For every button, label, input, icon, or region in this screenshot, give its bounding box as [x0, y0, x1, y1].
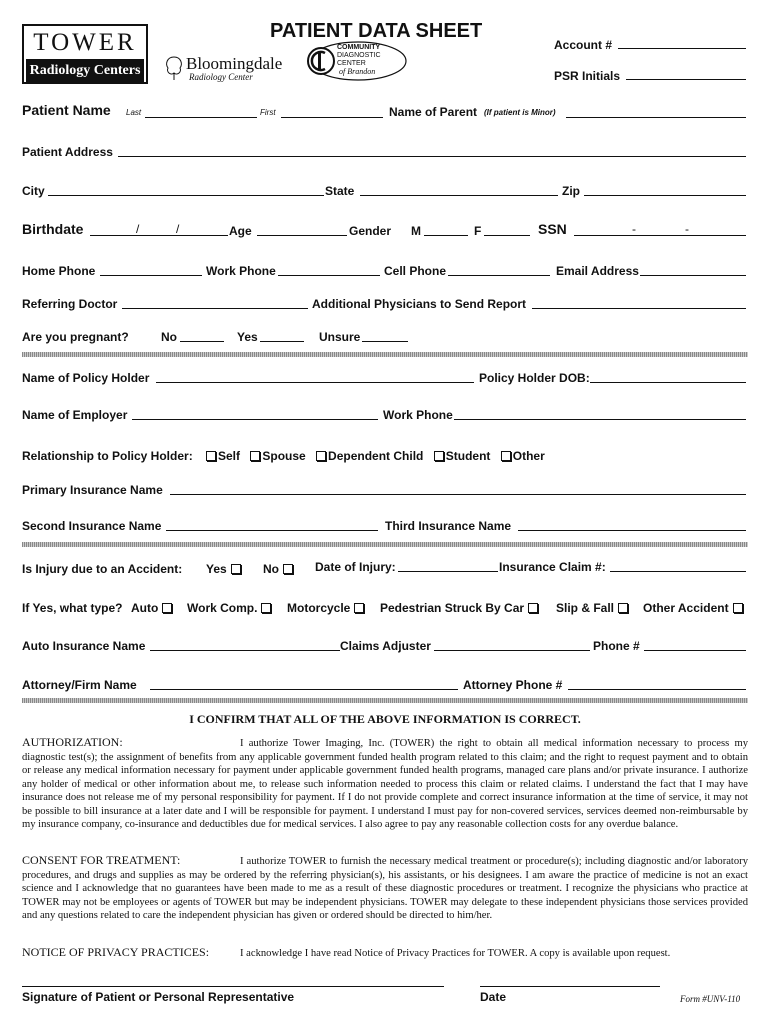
account-field[interactable] — [618, 48, 746, 49]
accident-type-auto[interactable] — [131, 601, 174, 615]
city-field[interactable] — [48, 195, 324, 196]
pregnant-yes-label: Yes — [237, 330, 258, 344]
pregnant-yes-field[interactable] — [260, 341, 304, 342]
checkbox-icon[interactable] — [733, 603, 743, 613]
authorization-label: AUTHORIZATION: — [22, 735, 123, 749]
gender-f-field[interactable] — [484, 235, 530, 236]
tree-icon — [163, 54, 185, 80]
consent-paragraph — [22, 854, 748, 923]
relationship-self[interactable] — [202, 449, 240, 463]
checkbox-icon[interactable] — [231, 564, 241, 574]
accident-type-motorcycle[interactable] — [287, 601, 366, 615]
gender-m-field[interactable] — [424, 235, 468, 236]
birthdate-slash-1: / — [136, 222, 140, 236]
policy-holder-field[interactable] — [156, 382, 474, 383]
claims-adjuster-field[interactable] — [434, 650, 590, 651]
bloomingdale-name: Bloomingdale — [186, 54, 283, 73]
signature-field[interactable] — [22, 986, 444, 987]
ssn-label: SSN — [538, 221, 567, 237]
insurance-claim-field[interactable] — [610, 571, 746, 572]
pregnant-label: Are you pregnant? — [22, 330, 129, 344]
state-label: State — [325, 184, 355, 198]
accident-type-slip-fall[interactable] — [556, 601, 630, 615]
accident-yes-label: Yes — [206, 562, 227, 576]
relationship-spouse[interactable] — [246, 449, 305, 463]
policy-dob-label: Policy Holder DOB: — [479, 371, 590, 385]
checkbox-icon[interactable] — [354, 603, 364, 613]
accident-type-motorcycle-label: Motorcycle — [287, 601, 351, 615]
checkbox-icon[interactable] — [283, 564, 293, 574]
referring-doctor-field[interactable] — [122, 308, 308, 309]
additional-physicians-label: Additional Physicians to Send Report — [312, 297, 527, 311]
last-name-field[interactable] — [145, 117, 257, 118]
checkbox-icon[interactable] — [162, 603, 172, 613]
authorization-text: I authorize Tower Imaging, Inc. (TOWER) the right to obtain all medical information necessary to process my diagnostic test(s); the assignment of benefits from any applicable government funded health program related to this claim; and the right to request payment and to obtain or release any medical information necessary for payment under applicable government funded health programs, managed care plans and/or private insurance. I authorize any holder of medical or other information about me, to release such information needed to process this claim or related claims. I understand the fact that I may have insurance does not release me of my personal responsibility for payment. If I do not provide complete and correct insurance information at the time of service, it may not be possible to bill insurance at a later date and I will be responsible for payment. I understand I must pay for non-covered services, services deemed non-reimbursable by my insurance company, co-insurance and deductibles due for medical services. I also agree to pay any reasonable collection costs for any overdue balance. — [22, 738, 748, 830]
date-of-injury-label: Date of Injury: — [315, 560, 396, 574]
relationship-options — [202, 449, 545, 463]
relationship-label: Relationship to Policy Holder: — [22, 449, 193, 463]
cell-phone-field[interactable] — [448, 275, 550, 276]
section-divider-2 — [22, 542, 748, 547]
tower-logo-name: TOWER — [33, 29, 137, 56]
parent-name-label: Name of Parent — [389, 105, 478, 119]
signature-label: Signature of Patient or Personal Representative — [22, 990, 295, 1004]
accident-type-slip-fall-label: Slip & Fall — [556, 601, 615, 615]
referring-doctor-label: Referring Doctor — [22, 297, 118, 311]
city-label: City — [22, 184, 45, 198]
relationship-spouse-label: Spouse — [262, 449, 306, 463]
gender-label: Gender — [349, 224, 392, 238]
accident-type-other[interactable] — [643, 601, 745, 615]
patient-address-field[interactable] — [118, 156, 746, 157]
first-name-field[interactable] — [281, 117, 383, 118]
patient-address-label: Patient Address — [22, 145, 113, 159]
second-insurance-label: Second Insurance Name — [22, 519, 162, 533]
attorney-label: Attorney/Firm Name — [22, 678, 137, 692]
parent-name-field[interactable] — [566, 117, 746, 118]
home-phone-field[interactable] — [100, 275, 202, 276]
employer-phone-label: Work Phone — [383, 408, 453, 422]
patient-name-label: Patient Name — [22, 102, 111, 118]
primary-insurance-label: Primary Insurance Name — [22, 483, 163, 497]
employer-label: Name of Employer — [22, 408, 128, 422]
cell-phone-label: Cell Phone — [384, 264, 447, 278]
accident-yes[interactable] — [206, 562, 243, 576]
cdc-logo — [303, 40, 407, 82]
work-phone-label: Work Phone — [206, 264, 276, 278]
policy-holder-label: Name of Policy Holder — [22, 371, 150, 385]
birthdate-slash-2: / — [176, 222, 180, 236]
parent-note: (If patient is Minor) — [484, 108, 556, 117]
employer-field[interactable] — [132, 419, 378, 420]
accident-type-pedestrian-label: Pedestrian Struck By Car — [380, 601, 525, 615]
birthdate-label: Birthdate — [22, 221, 84, 237]
checkbox-icon[interactable] — [206, 451, 216, 461]
accident-type-other-label: Other Accident — [643, 601, 729, 615]
psr-label: PSR Initials — [554, 69, 621, 83]
checkbox-icon[interactable] — [316, 451, 326, 461]
checkbox-icon[interactable] — [250, 451, 260, 461]
relationship-other-label: Other — [512, 449, 545, 463]
privacy-text: I acknowledge I have read Notice of Privacy Practices for TOWER. A copy is available upon request. — [240, 948, 671, 959]
employer-phone-field[interactable] — [454, 419, 746, 420]
cdc-line-2: DIAGNOSTIC — [337, 52, 381, 59]
pregnant-unsure-label: Unsure — [319, 330, 361, 344]
last-label: Last — [126, 108, 142, 117]
accident-no-label: No — [263, 562, 279, 576]
section-divider-3 — [22, 698, 748, 703]
bloomingdale-logo — [163, 52, 293, 82]
consent-text: I authorize TOWER to furnish the necessary medical treatment or procedure(s); including diagnostic and/or laboratory procedures, and drugs and supplies as may be ordered by the referring physician(s), his assistants, or his designees. I am aware the practice of medicine is not an exact science and I acknowledge that no guarantees have been made to me as a result of these diagnostic procedures or treatment. I recognize the physicians who practice at TOWER may not be employees or agents of TOWER but may be independent physicians. TOWER may delegate to these independent physicians those services provided and any questions related to care the independent physician has given or ordered should be directed to him/her. — [22, 856, 748, 921]
gender-m-label: M — [411, 224, 421, 238]
checkbox-icon[interactable] — [261, 603, 271, 613]
pregnant-no-field[interactable] — [180, 341, 224, 342]
consent-label: CONSENT FOR TREATMENT: — [22, 853, 181, 867]
phone-field[interactable] — [644, 650, 746, 651]
pregnant-unsure-field[interactable] — [362, 341, 408, 342]
checkbox-icon[interactable] — [434, 451, 444, 461]
authorization-paragraph — [22, 736, 748, 832]
checkbox-icon[interactable] — [618, 603, 628, 613]
accident-type-pedestrian[interactable] — [380, 601, 540, 615]
third-insurance-field[interactable] — [518, 530, 746, 531]
ssn-dash-2: - — [685, 222, 689, 236]
home-phone-label: Home Phone — [22, 264, 96, 278]
accident-type-label: If Yes, what type? — [22, 601, 123, 615]
accident-type-work-comp-label: Work Comp. — [187, 601, 258, 615]
relationship-self-label: Self — [218, 449, 241, 463]
relationship-other[interactable] — [497, 449, 545, 463]
state-field[interactable] — [360, 195, 558, 196]
date-of-injury-field[interactable] — [398, 571, 498, 572]
second-insurance-field[interactable] — [166, 530, 378, 531]
insurance-claim-label: Insurance Claim #: — [499, 560, 606, 574]
accident-no[interactable] — [263, 562, 295, 576]
cdc-line-1: COMMUNITY — [337, 44, 381, 51]
date-field[interactable] — [480, 986, 660, 987]
zip-label: Zip — [562, 184, 580, 198]
birthdate-field[interactable] — [90, 235, 228, 236]
primary-insurance-field[interactable] — [170, 494, 746, 495]
checkbox-icon[interactable] — [501, 451, 511, 461]
relationship-dependent-child[interactable] — [312, 449, 423, 463]
relationship-student[interactable] — [430, 449, 491, 463]
auto-insurance-field[interactable] — [150, 650, 340, 651]
policy-dob-field[interactable] — [590, 382, 746, 383]
confirm-statement: I CONFIRM THAT ALL OF THE ABOVE INFORMATION IS CORRECT. — [189, 712, 581, 726]
auto-insurance-label: Auto Insurance Name — [22, 639, 146, 653]
gender-f-label: F — [474, 224, 482, 238]
accident-question-label: Is Injury due to an Accident: — [22, 562, 183, 576]
work-phone-field[interactable] — [278, 275, 380, 276]
zip-field[interactable] — [584, 195, 746, 196]
age-label: Age — [229, 224, 252, 238]
email-label: Email Address — [556, 264, 639, 278]
form-number: Form #UNV-110 — [680, 994, 741, 1004]
cdc-line-4: of Brandon — [339, 67, 376, 76]
age-field[interactable] — [257, 235, 347, 236]
section-divider-1 — [22, 352, 748, 357]
attorney-field[interactable] — [150, 689, 458, 690]
ssn-field[interactable] — [574, 235, 746, 236]
tower-logo — [22, 24, 148, 84]
email-field[interactable] — [640, 275, 746, 276]
bloomingdale-sub: Radiology Center — [189, 72, 253, 82]
accident-type-auto-label: Auto — [131, 601, 159, 615]
date-label: Date — [480, 990, 507, 1004]
claims-adjuster-label: Claims Adjuster — [340, 639, 431, 653]
cdc-line-3: CENTER — [337, 60, 366, 67]
attorney-phone-field[interactable] — [568, 689, 746, 690]
tower-logo-sub: Radiology Centers — [26, 59, 144, 82]
attorney-phone-label: Attorney Phone # — [463, 678, 563, 692]
relationship-dependent-child-label: Dependent Child — [328, 449, 424, 463]
ssn-dash-1: - — [632, 222, 636, 236]
pregnant-no-label: No — [161, 330, 177, 344]
additional-physicians-field[interactable] — [532, 308, 746, 309]
third-insurance-label: Third Insurance Name — [385, 519, 512, 533]
account-label: Account # — [554, 38, 613, 52]
privacy-paragraph — [22, 946, 748, 961]
relationship-student-label: Student — [445, 449, 491, 463]
first-label: First — [260, 108, 276, 117]
page-title: PATIENT DATA SHEET — [270, 20, 483, 42]
privacy-label: NOTICE OF PRIVACY PRACTICES: — [22, 945, 210, 959]
accident-type-work-comp[interactable] — [187, 601, 273, 615]
psr-field[interactable] — [626, 79, 746, 80]
phone-label: Phone # — [593, 639, 640, 653]
checkbox-icon[interactable] — [528, 603, 538, 613]
